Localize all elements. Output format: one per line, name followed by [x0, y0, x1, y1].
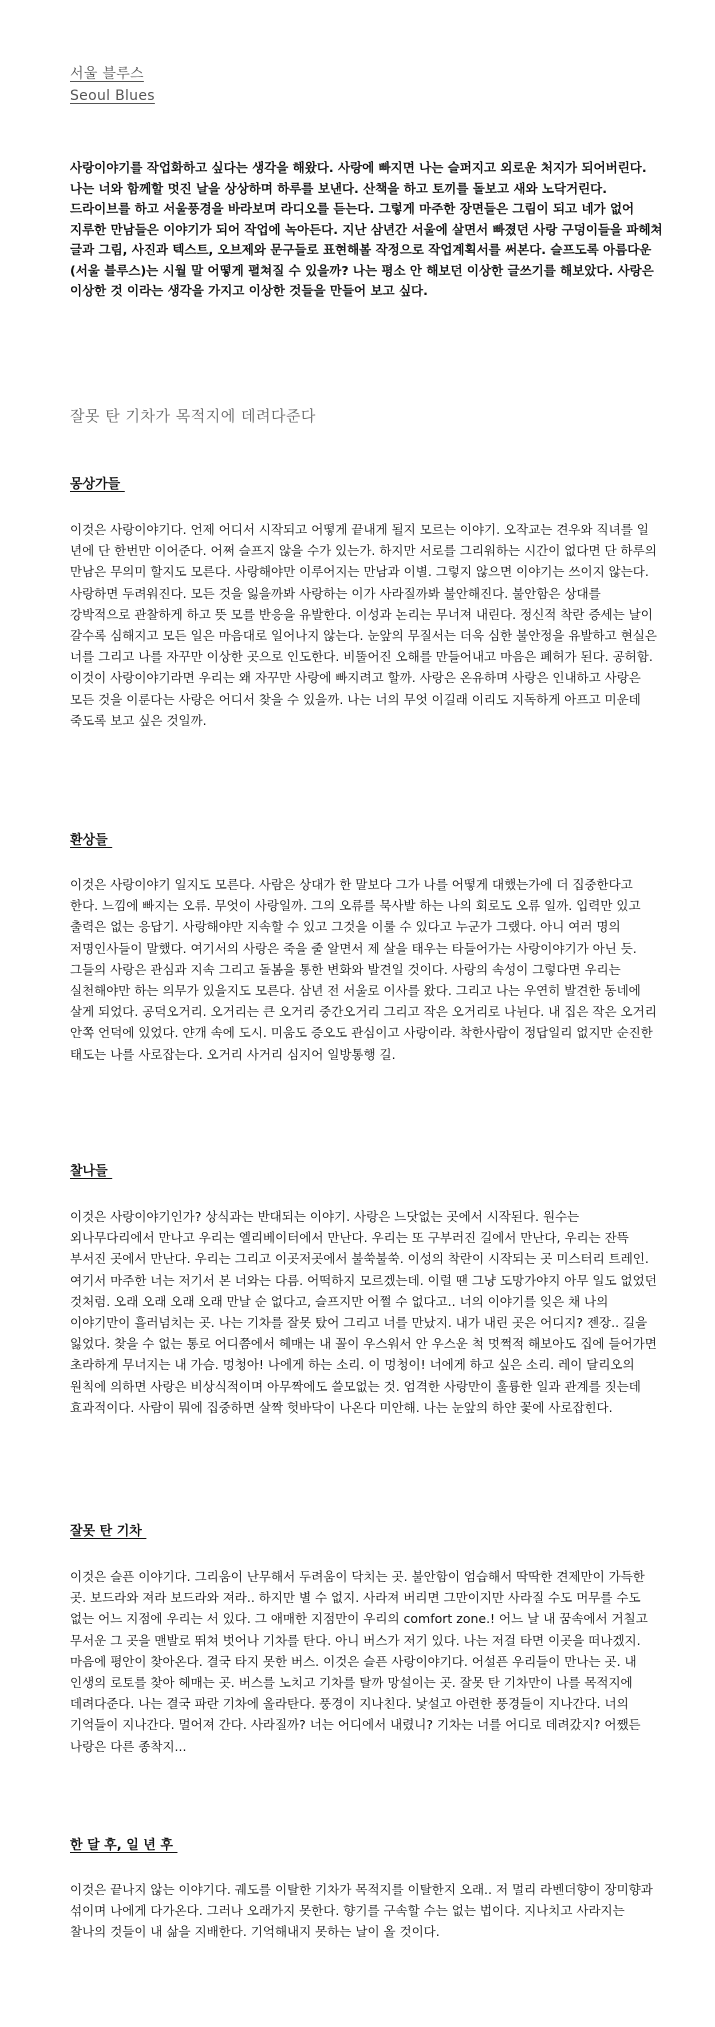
section-heading-later: 한 달 후, 일 년 후: [70, 1838, 178, 1853]
section-body-illusions: 이것은 사랑이야기 일지도 모른다. 사람은 상대가 한 말보다 그가 나를 어떻게 대했는가에 더 집중한다고 한다. 느낌에 빠지는 오류. 무엇이 사랑일까. 그의 오류를 묵사발 하는 나의 회로도 오류 일까. 입력만 있고 출력은 없는 응답기. 사랑해야만 지속할 수 있고 그것을 이룰 수 있다고 누군가 그랬다. 아니 여러 명의 저명인사들이 말했다. 여기서의 사랑은 죽을 줄 알면서 제 살을 태우는 타들어가는 사랑이야기가 아닌 듯. 그들의 사랑은 관심과 지속 그리고 돌봄을 통한 변화와 발견일 것이다. 사랑의 속성이 그렇다면 우리는 실천해야만 하는 의무가 있을지도 모른다. 삼년 전 서울로 이사를 왔다. 그리고 나는 우연히 발견한 동네에 살게 되었다. 공덕오거리. 오거리는 큰 오거리 중간오거리 그리고 작은 오거리로 나뉜다. 내 집은 작은 오거리 안쪽 언덕에 있었다. 얀개 속에 도시. 미움도 증오도 관심이고 사랑이라. 착한사람이 정답일리 없지만 순진한 태도는 나를 사로잡는다. 오거리 사거리 심지어 일방통행 길.: [70, 877, 657, 1062]
intro-paragraph: 사랑이야기를 작업화하고 싶다는 생각을 해왔다. 사랑에 빠지면 나는 슬퍼지고 외로운 처지가 되어버린다. 나는 너와 함께할 멋진 날을 상상하며 하루를 보낸다. 산책을 하고 토끼를 돌보고 새와 노닥거린다. 드라이브를 하고 서울풍경을 바라보며 라디오를 듣는다. 그렇게 마주한 장면들은 그림이 되고 네가 없어 지루한 만남들은 이야기가 되어 작업에 녹아든다. 지난 삼년간 서울에 살면서 빠졌던 사랑 구덩이들을 파헤쳐 글과 그림, 사진과 텍스트, 오브제와 문구들로 표현해볼 작정으로 작업계획서를 써본다. 슬프도록 아름다운 (서울 블루스)는 시월 말 어떻게 펼쳐질 수 있을까? 나는 평소 안 해보던 이상한 글쓰기를 해보았다. 사랑은 이상한 것 이라는 생각을 가지고 이상한 것들을 만들어 보고 싶다.: [70, 160, 663, 298]
tagline: 잘못 탄 기차가 목적지에 데려다준다: [70, 407, 316, 425]
section-body-later: 이것은 끝나지 않는 이야기다. 궤도를 이탈한 기차가 목적지를 이탈한지 오래.. 저 멀리 라벤더향이 장미향과 섞이며 나에게 다가온다. 그러나 오래가지 못한다. 향기를 구속할 수는 없는 법이다. 지나치고 사라지는 찰나의 것들이 내 삶을 지배한다. 기억해내지 못하는 날이 올 것이다.: [70, 1882, 653, 1940]
section-body-dreamers: 이것은 사랑이야기다. 언제 어디서 시작되고 어떻게 끝내게 될지 모르는 이야기. 오작교는 견우와 직녀를 일 년에 단 한번만 이어준다. 어쩌 슬프지 않을 수가 있는가. 하지만 서로를 그리워하는 시간이 없다면 단 하루의 만남은 무의미 할지도 모른다. 사랑해야만 이루어지는 만남과 이별. 그렇지 않으면 이야기는 쓰이지 않는다. 사랑하면 두려워진다. 모든 것을 잃을까봐 사랑하는 이가 사라질까봐 불안해진다. 불안함은 상대를 강박적으로 관찰하게 하고 뜻 모를 반응을 유발한다. 이성과 논리는 무너져 내린다. 정신적 착란 증세는 날이 갈수록 심해지고 모든 일은 마음대로 일어나지 않는다. 눈앞의 무질서는 더욱 심한 불안정을 유발하고 현실은 너를 그리고 나를 자꾸만 이상한 곳으로 인도한다. 비뚤어진 오해를 만들어내고 마음은 폐허가 된다. 공허함. 이것이 사랑이야기라면 우리는 왜 자꾸만 사랑에 빠지려고 할까. 사랑은 온유하며 사랑은 인내하고 사랑은 모든 것을 이룬다는 사랑은 어디서 찾을 수 있을까. 나는 너의 무엇 이길래 이리도 지독하게 아프고 미운데 죽도록 보고 싶은 것일까.: [70, 522, 657, 728]
title-korean: 서울 블루스: [70, 66, 144, 82]
section-heading-illusions: 환상들: [70, 833, 113, 848]
section-heading-moments: 찰나들: [70, 1164, 113, 1179]
section-heading-dreamers: 몽상가들: [70, 477, 125, 492]
section-body-wrong-train: 이것은 슬픈 이야기다. 그리움이 난무해서 두려움이 닥치는 곳. 불안함이 엄습해서 딱딱한 견제만이 가득한 곳. 보드라와 져라 보드라와 져라.. 하지만 별 수 없지. 사라져 버리면 그만이지만 사라질 수도 머무를 수도 없는 어느 지점에 우리는 서 있다. 그 애매한 지점만이 우리의 comfort zone.! 어느 날 내 꿈속에서 거칠고 무서운 그 곳을 맨발로 뛰쳐 벗어나 기차를 탄다. 아니 버스가 저기 있다. 나는 저걸 타면 이곳을 떠나겠지. 마음에 평안이 찾아온다. 결국 타지 못한 버스. 이것은 슬픈 사랑이야기다. 어설픈 우리들이 만나는 곳. 내 인생의 로토를 찾아 헤매는 곳. 버스를 노치고 기차를 탈까 망설이는 곳. 잘못 탄 기차만이 나를 목적지에 데려다준다. 나는 결국 파란 기차에 올라탄다. 풍경이 지나친다. 낯설고 아련한 풍경들이 지나간다. 너의 기억들이 지나간다. 멀어져 간다. 사라질까? 너는 어디에서 내렸니? 기차는 너를 어디로 데려갔지? 어쨌든 나랑은 다른 종착지...: [70, 1569, 648, 1754]
section-heading-wrong-train: 잘못 탄 기차: [70, 1524, 147, 1539]
title-english: Seoul Blues: [70, 88, 155, 104]
section-body-moments: 이것은 사랑이야기인가? 상식과는 반대되는 이야기. 사랑은 느닷없는 곳에서 시작된다. 원수는 외나무다리에서 만나고 우리는 엘리베이터에서 만난다. 우리는 또 구부러진 길에서 만난다, 우리는 잔뜩 부서진 곳에서 만난다. 우리는 그리고 이곳저곳에서 불쑥불쑥. 이성의 착란이 시작되는 곳 미스터리 트레인. 여기서 마주한 너는 저기서 본 너와는 다름. 어떡하지 모르겠는데. 이럴 땐 그냥 도망가야지 아무 일도 없었던 것처럼. 오래 오래 오래 오래 만날 순 없다고, 슬프지만 어쩔 수 없다고.. 너의 이야기를 잊은 채 나의 이야기만이 흘러넘치는 곳. 나는 기차를 잘못 탔어 그리고 너를 만났지. 내가 내린 곳은 어디지? 젠장.. 길을 잃었다. 찾을 수 없는 통로 어디쯤에서 헤매는 내 꼴이 우스워서 안 우스운 척 멋쩍적 해보아도 집에 들어가면 초라하게 무너지는 내 가슴. 멍청아! 나에게 하는 소리. 이 멍청이! 너에게 하고 싶은 소리. 레이 달리오의 원칙에 의하면 사랑은 비상식적이며 아무짝에도 쓸모없는 것. 엄격한 사랑만이 훌륭한 일과 관계를 짓는데 효과적이다. 사람이 뭐에 집중하면 살짝 헛바닥이 나온다 미안해. 나는 눈앞의 하얀 꽃에 사로잡힌다.: [70, 1209, 657, 1415]
